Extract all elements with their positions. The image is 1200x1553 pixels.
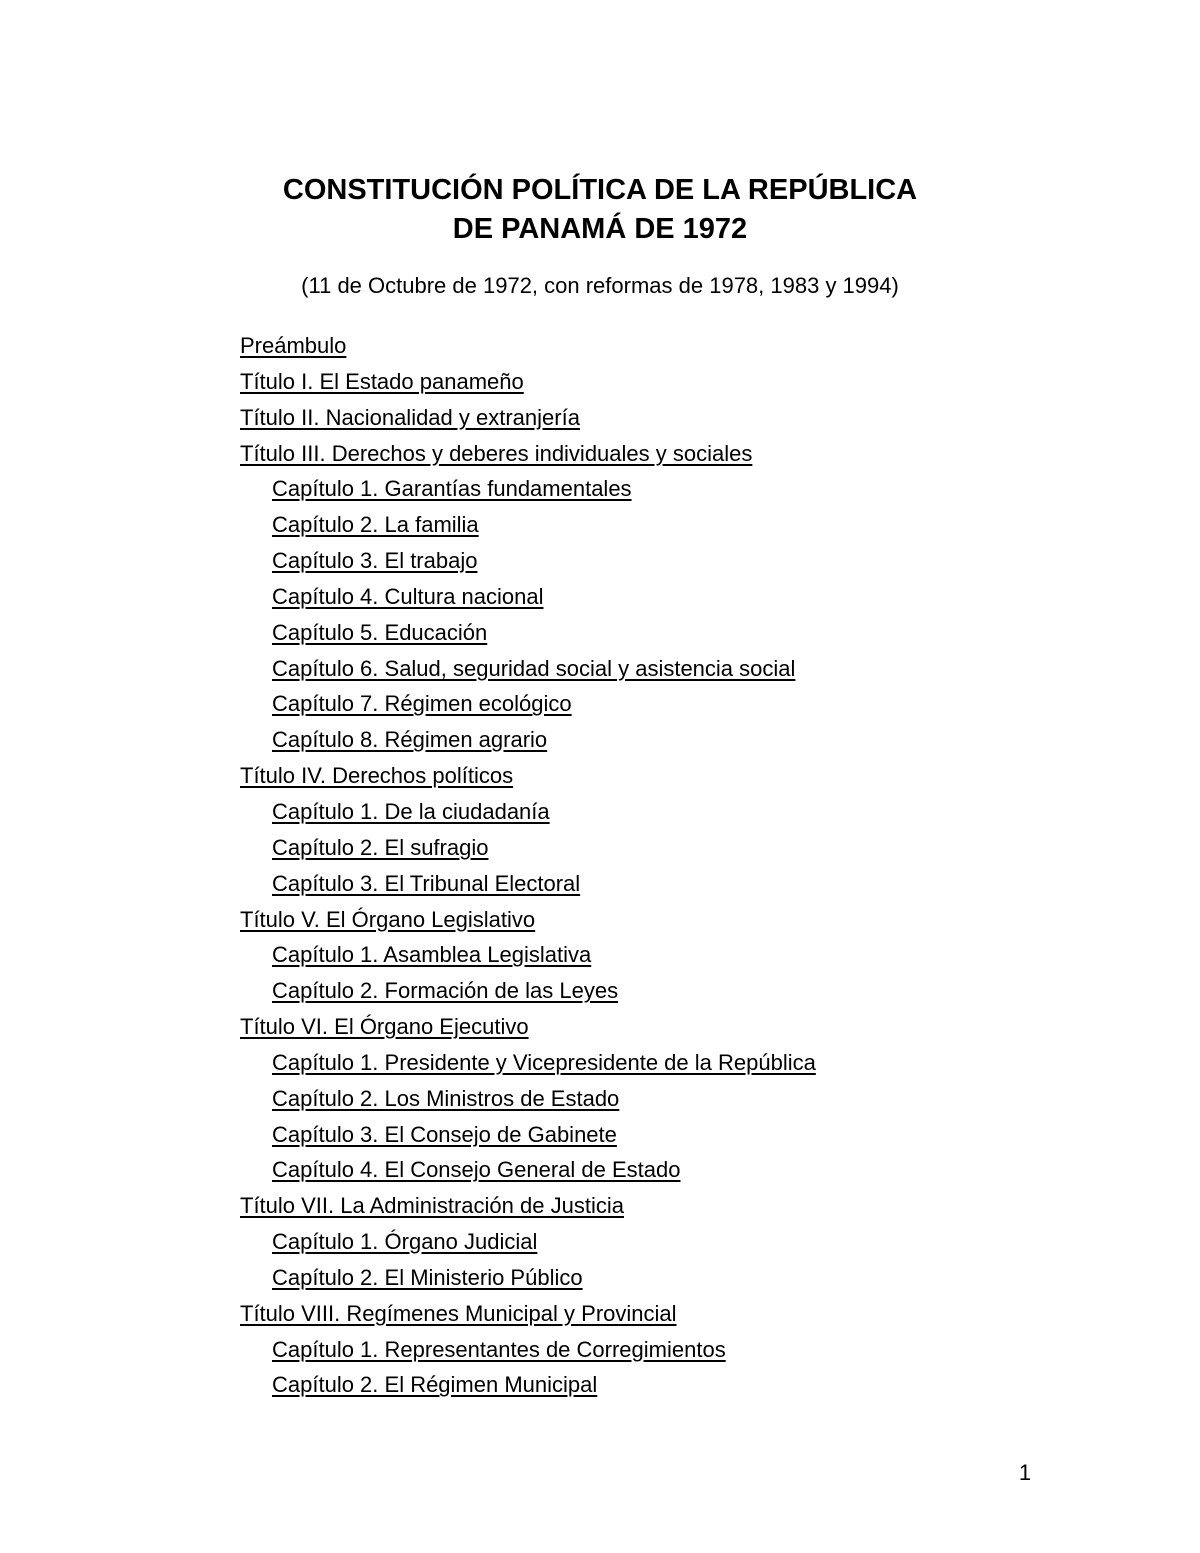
toc-link[interactable]: Título VII. La Administración de Justicia (240, 1193, 624, 1219)
toc-link[interactable]: Capítulo 4. Cultura nacional (272, 583, 544, 609)
toc-link[interactable]: Capítulo 1. Representantes de Corregimientos (272, 1336, 726, 1362)
toc-link[interactable]: Título IV. Derechos políticos (240, 763, 514, 789)
toc-link[interactable]: Capítulo 2. La familia (272, 512, 479, 538)
toc-entry-chapter (240, 686, 1140, 722)
toc-entry-chapter (240, 471, 1140, 507)
toc-entry-chapter (240, 1260, 1140, 1296)
toc-entry-chapter (240, 579, 1140, 615)
toc-entry-title (240, 364, 1140, 400)
toc-entry-chapter (240, 1367, 1140, 1403)
toc-link[interactable]: Capítulo 2. Los Ministros de Estado (272, 1085, 620, 1111)
toc-entry-title (240, 902, 1140, 938)
document-title-line-2: DE PANAMÁ DE 1972 (452, 213, 748, 245)
toc-link[interactable]: Capítulo 1. De la ciudadanía (272, 798, 550, 824)
toc-link[interactable]: Capítulo 5. Educación (272, 619, 488, 645)
toc-entry-chapter (240, 866, 1140, 902)
document-subtitle: (11 de Octubre de 1972, con reformas de 1978, 1983 y 1994) (301, 273, 899, 298)
table-of-contents (240, 328, 1140, 1403)
toc-entry-chapter (240, 615, 1140, 651)
toc-entry-chapter (240, 973, 1140, 1009)
toc-entry-chapter (240, 1081, 1140, 1117)
toc-link[interactable]: Capítulo 4. El Consejo General de Estado (272, 1157, 681, 1183)
toc-link[interactable]: Capítulo 1. Órgano Judicial (272, 1229, 538, 1255)
toc-link[interactable]: Capítulo 3. El Consejo de Gabinete (272, 1121, 617, 1147)
toc-link[interactable]: Capítulo 6. Salud, seguridad social y asistencia social (272, 655, 796, 681)
toc-entry-chapter (240, 794, 1140, 830)
toc-entry-chapter (240, 722, 1140, 758)
toc-link[interactable]: Capítulo 7. Régimen ecológico (272, 691, 572, 717)
toc-link[interactable]: Título V. El Órgano Legislativo (240, 906, 536, 932)
toc-link[interactable]: Título I. El Estado panameño (240, 368, 524, 394)
toc-entry-title (240, 1296, 1140, 1332)
toc-link[interactable]: Capítulo 8. Régimen agrario (272, 727, 548, 753)
toc-entry-chapter (240, 1117, 1140, 1153)
toc-link[interactable]: Capítulo 1. Garantías fundamentales (272, 476, 632, 502)
toc-link[interactable]: Capítulo 3. El trabajo (272, 548, 478, 574)
toc-link[interactable]: Capítulo 1. Presidente y Vicepresidente de la República (272, 1049, 816, 1075)
toc-link[interactable]: Título II. Nacionalidad y extranjería (240, 404, 580, 430)
toc-entry-chapter (240, 543, 1140, 579)
toc-link[interactable]: Capítulo 2. El Ministerio Público (272, 1264, 583, 1290)
toc-entry-title (240, 1009, 1140, 1045)
toc-entry-title (240, 328, 1140, 364)
toc-entry-title (240, 436, 1140, 472)
toc-entry-title (240, 400, 1140, 436)
toc-entry-chapter (240, 1152, 1140, 1188)
toc-link[interactable]: Capítulo 3. El Tribunal Electoral (272, 870, 581, 896)
toc-link[interactable]: Capítulo 2. El Régimen Municipal (272, 1372, 598, 1398)
page-number: 1 (1018, 1460, 1032, 1485)
document-title-line-1: CONSTITUCIÓN POLÍTICA DE LA REPÚBLICA (282, 174, 918, 206)
toc-entry-chapter (240, 1224, 1140, 1260)
toc-link[interactable]: Capítulo 1. Asamblea Legislativa (272, 942, 592, 968)
toc-link[interactable]: Título III. Derechos y deberes individuales y sociales (240, 440, 753, 466)
toc-entry-chapter (240, 507, 1140, 543)
toc-entry-chapter (240, 830, 1140, 866)
toc-link[interactable]: Título VIII. Regímenes Municipal y Provincial (240, 1300, 677, 1326)
toc-entry-chapter (240, 1332, 1140, 1368)
toc-entry-title (240, 1188, 1140, 1224)
toc-link[interactable]: Capítulo 2. Formación de las Leyes (272, 978, 619, 1004)
toc-entry-title (240, 758, 1140, 794)
toc-link[interactable]: Capítulo 2. El sufragio (272, 834, 489, 860)
toc-link[interactable]: Preámbulo (240, 333, 347, 358)
toc-link[interactable]: Título VI. El Órgano Ejecutivo (240, 1014, 529, 1040)
toc-entry-chapter (240, 1045, 1140, 1081)
toc-entry-chapter (240, 651, 1140, 687)
toc-entry-chapter (240, 937, 1140, 973)
